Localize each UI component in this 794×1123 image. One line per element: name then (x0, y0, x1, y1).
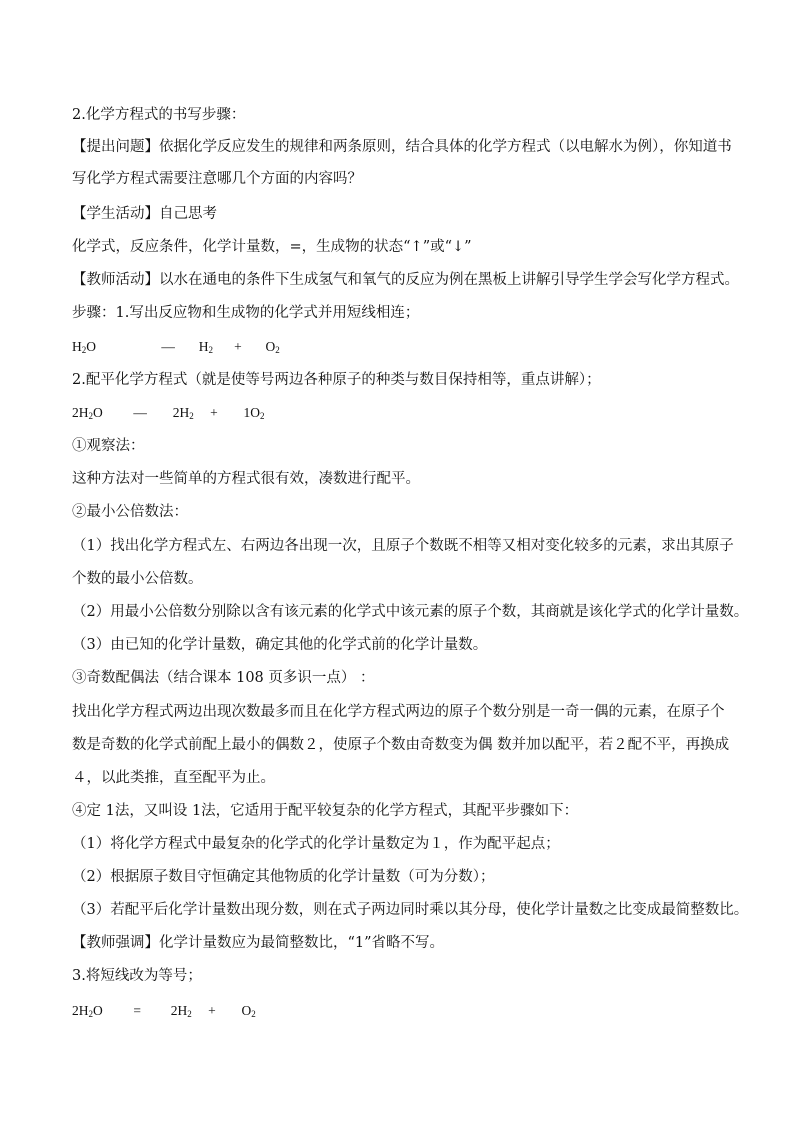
paragraph: 【学生活动】自己思考 (72, 206, 217, 222)
paragraph: （2）根据原子数目守恒确定其他物质的化学计量数（可为分数）； (72, 869, 495, 885)
equation-balanced: $2H_2O = 2H_2 + O_2$ (72, 1003, 256, 1019)
equation-unbalanced: $H_2O$ — $H_2 + O_2$ (72, 339, 280, 355)
method-heading: ②最小公倍数法： (72, 504, 188, 520)
paragraph: （3）由已知的化学计量数，确定其他的化学式前的化学计量数。 (72, 637, 488, 653)
method-heading: ④定 1法，又叫设 1法，它适用于配平较复杂的化学方程式，其配平步骤如下： (72, 803, 579, 819)
paragraph: 【教师强调】化学计量数应为最简整数比，“1”省略不写。 (72, 935, 445, 951)
paragraph: 【教师活动】以水在通电的条件下生成氢气和氧气的反应为例在黑板上讲解引导学生学会写化学方程式。 (72, 272, 739, 288)
paragraph: 这种方法对一些简单的方程式很有效，凑数进行配平。 (72, 471, 420, 487)
paragraph: （3）若配平后化学计量数出现分数，则在式子两边同时乘以其分母，使化学计量数之比变成最简整数比。 (72, 902, 749, 918)
method-heading: ③奇数配偶法（结合课本 108 页多识一点） ： (72, 670, 375, 686)
paragraph: （1）将化学方程式中最复杂的化学式的化学计量数定为１，作为配平起点； (72, 836, 560, 852)
paragraph: 写化学方程式需要注意哪几个方面的内容吗？ (72, 171, 362, 187)
paragraph: 2.配平化学方程式（就是使等号两边各种原子的种类与数目保持相等，重点讲解）； (72, 372, 601, 388)
paragraph: （2）用最小公倍数分别除以含有该元素的化学式中该元素的原子个数，其商就是该化学式的化学计量数。 (72, 604, 749, 620)
equation-balancing: $2H_2O$ — $2H_2 + 1O_2$ (72, 405, 265, 421)
paragraph: 【提出问题】依据化学反应发生的规律和两条原则，结合具体的化学方程式（以电解水为例），你知道书 (72, 139, 732, 155)
paragraph: 个数的最小公倍数。 (72, 571, 203, 587)
paragraph: 化学式，反应条件，化学计量数，=，生成物的状态“↑”或“↓” (72, 239, 472, 255)
paragraph: 步骤：1.写出反应物和生成物的化学式并用短线相连； (72, 305, 420, 321)
paragraph: 找出化学方程式两边出现次数最多而且在化学方程式两边的原子个数分别是一奇一偶的元素，在原子个数是奇数的化学式前配上最小的偶数２，使原子个数由奇数变为偶 数并加以配平，若２配不平，再换成４，以此类推，直至配平为止。 (72, 704, 730, 786)
section-heading: 3.将短线改为等号； (72, 968, 202, 984)
method-heading: ①观察法： (72, 438, 145, 454)
paragraph: （1）找出化学方程式左、右两边各出现一次，且原子个数既不相等又相对变化较多的元素，求出其原子 (72, 538, 734, 554)
section-heading: 2.化学方程式的书写步骤： (72, 107, 246, 123)
